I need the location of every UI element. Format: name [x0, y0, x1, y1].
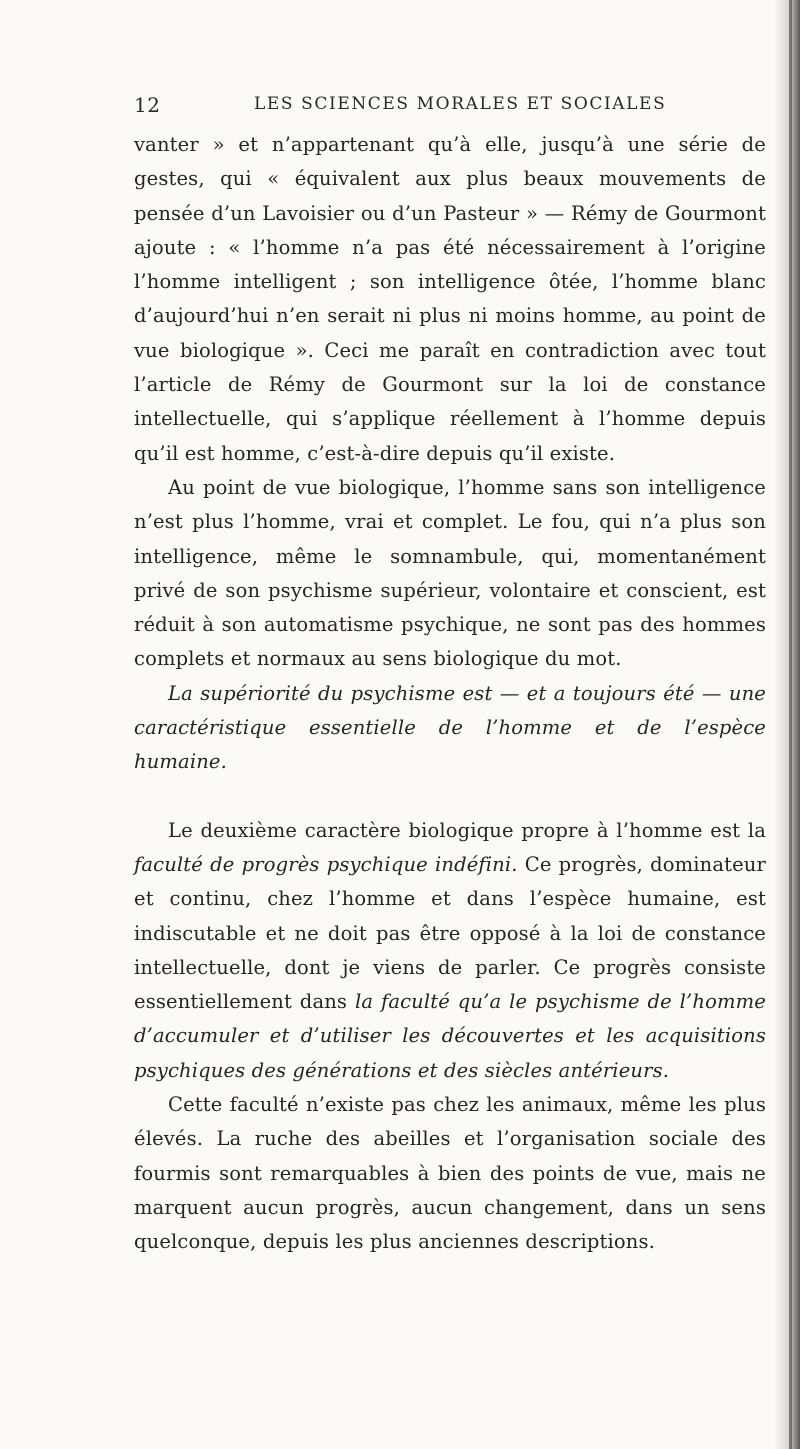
paragraph	[134, 814, 766, 1088]
paragraph	[134, 128, 766, 471]
running-head-title: LES SCIENCES MORALES ET SOCIALES	[254, 94, 667, 114]
italic-text-run: La supériorité du psychisme est — et a toujours été — une caractéristique essentielle de l’homme et de l’espèce humaine.	[134, 681, 766, 774]
running-head	[134, 93, 774, 123]
paragraph	[134, 1088, 766, 1259]
page-edge-shadow	[774, 0, 800, 1449]
body-text	[134, 128, 766, 1260]
paragraph	[134, 677, 766, 780]
text-run: Ce progrès, dominateur et continu, chez l’homme et dans l’espèce humaine, est indiscutable et ne doit pas être opposé à la loi de constance intellectuelle, dont je viens de parler. Ce progrès consiste essentiellement dans	[134, 852, 766, 1014]
text-run: Cette faculté n’existe pas chez les animaux, même les plus élevés. La ruche des abeilles et l’organisation sociale des fourmis sont remarquables à bien des points de vue, mais ne marquent aucun progrès, aucun changement, dans un sens quelconque, depuis les plus anciennes descriptions.	[134, 1093, 766, 1254]
page-number: 12	[134, 93, 161, 117]
italic-text-run: faculté de progrès psychique indéfini.	[134, 852, 518, 876]
text-run: vanter » et n’appartenant qu’à elle, jusqu’à une série de gestes, qui « équivalent aux plus beaux mouvements de pensée d’un Lavoisier ou d’un Pasteur » — Rémy de Gourmont ajoute : « l’homme n’a pas été nécessairement à l’origine l’homme intelligent ; son intelligence ôtée, l’homme blanc d’aujourd’hui n’en serait ni plus ni moins homme, au point de vue biologique ». Ceci me paraît en contradiction avec tout l’article de Rémy de Gourmont sur la loi de constance intellectuelle, qui s’applique réellement à l’homme depuis qu’il est homme, c’est-à-dire depuis qu’il existe.	[134, 133, 766, 465]
page-edge-line	[789, 0, 792, 1449]
paragraph	[134, 471, 766, 677]
text-run: Au point de vue biologique, l’homme sans son intelligence n’est plus l’homme, vrai et complet. Le fou, qui n’a plus son intelligence, même le somnambule, qui, momentanément privé de son psychisme supérieur, volontaire et conscient, est réduit à son automatisme psychique, ne sont pas des hommes complets et normaux au sens biologique du mot.	[134, 475, 766, 671]
text-run: Le deuxième caractère biologique propre à l’homme est la	[168, 818, 766, 842]
italic-text-run: la faculté qu’a le psychisme de l’homme d’accumuler et d’utiliser les découvertes et les acquisitions psychiques des générations et des siècles antérieurs.	[134, 990, 766, 1082]
